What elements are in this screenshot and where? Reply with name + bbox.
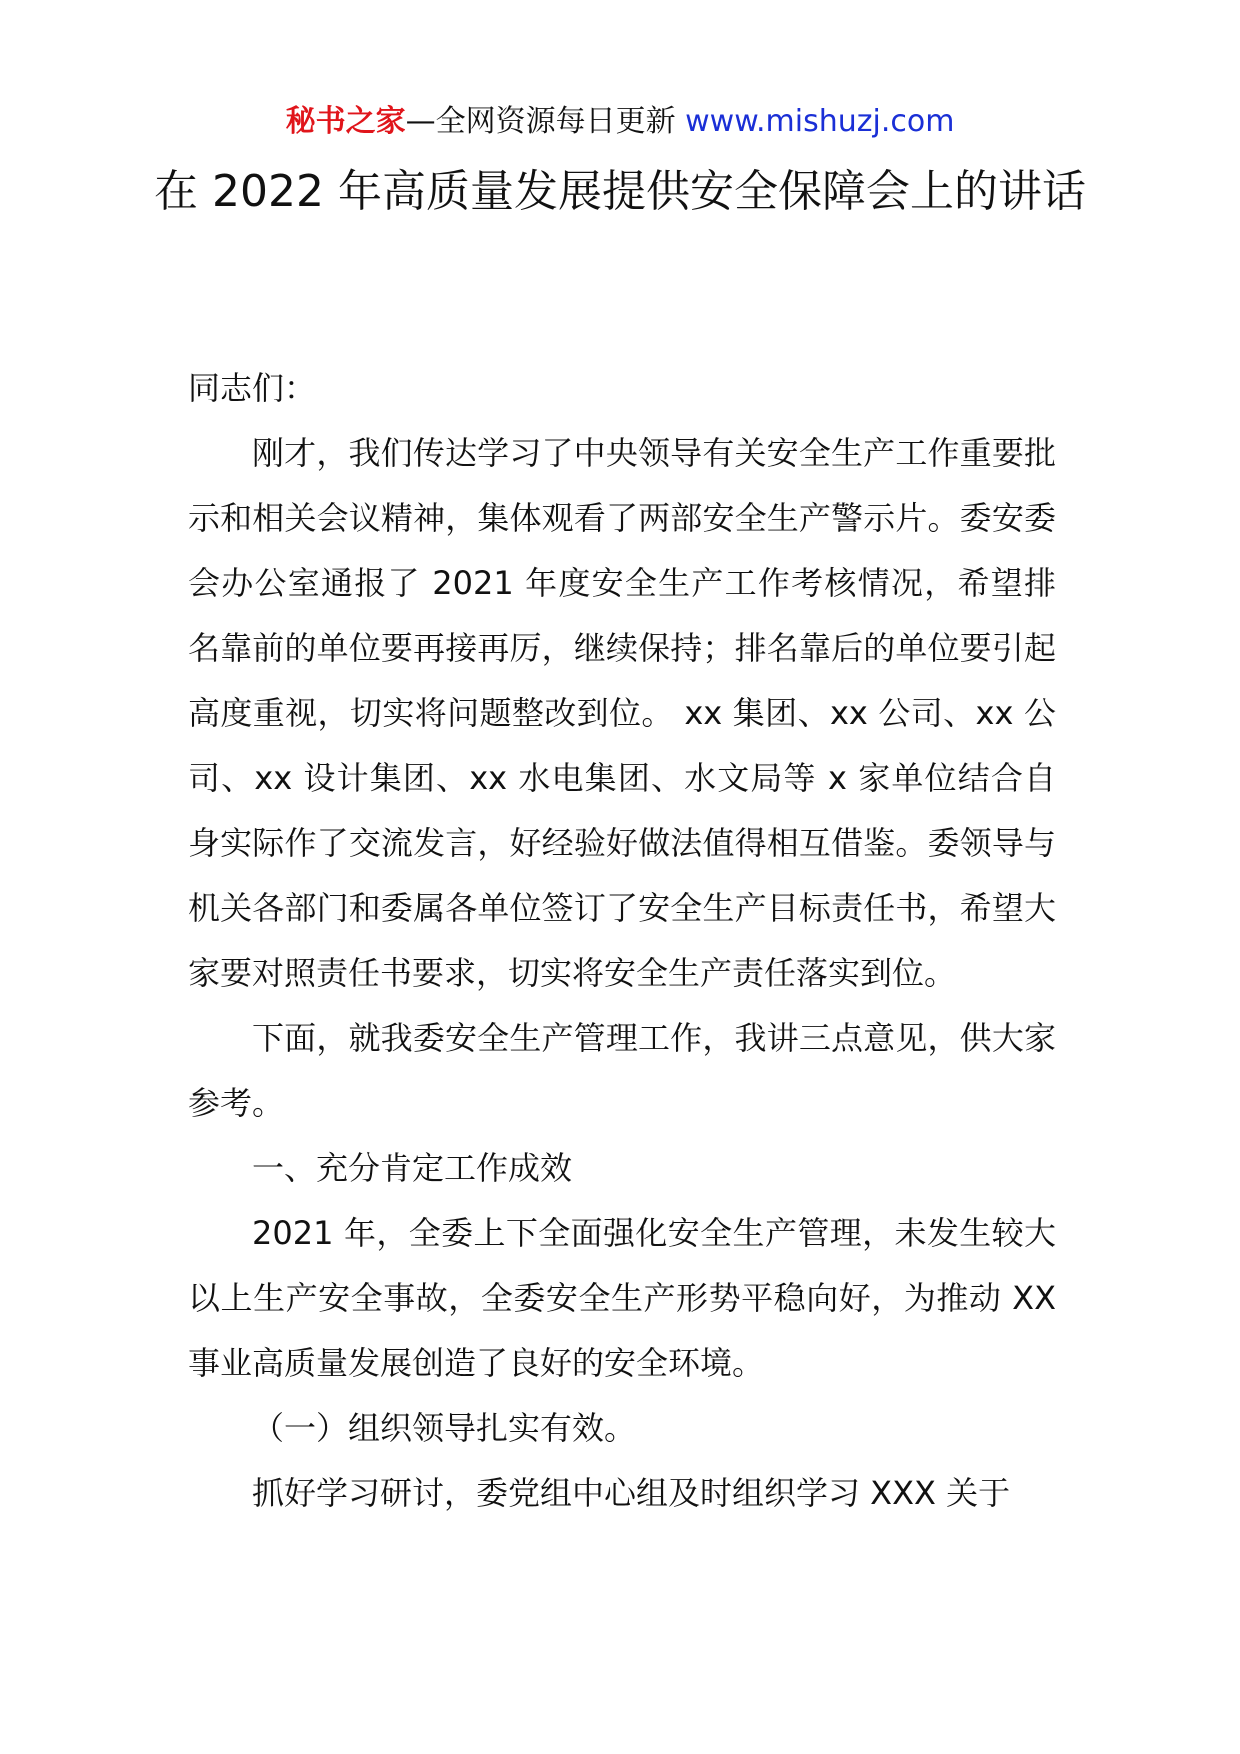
document-title: 在 2022 年高质量发展提供安全保障会上的讲话 [154,166,1086,217]
document-body [188,356,1056,1526]
paragraph: 下面，就我委安全生产管理工作，我讲三点意见，供大家参考。 [188,1019,1056,1122]
paragraph: 抓好学习研讨，委党组中心组及时组织学习 XXX 关于 [252,1474,1011,1512]
site-url-link[interactable]: www.mishuzj.com [685,104,955,139]
header-tagline: —全网资源每日更新 [405,104,686,139]
brand-name: 秘书之家 [285,104,406,139]
paragraph: 刚才，我们传达学习了中央领导有关安全生产工作重要批示和相关会议精神，集体观看了两部安全生产警示片。委安委会办公室通报了 2021 年度安全生产工作考核情况，希望排名靠前的单位要再接再厉，继续保持；排名靠后的单位要引起高度重视，切实将问题整改到位。 xx 集团、xx 公司、xx 公司、xx 设计集团、xx 水电集团、水文局等 x 家单位结合自身实际作了交流发言，好经验好做法值得相互借鉴。委领导与机关各部门和委属各单位签订了安全生产目标责任书，希望大家要对照责任书要求，切实将安全生产责任落实到位。 [188,434,1056,992]
site-header [0,100,1240,144]
section-heading: 一、充分肯定工作成效 [252,1149,573,1187]
salutation: 同志们： [188,369,317,407]
paragraph: 2021 年，全委上下全面强化安全生产管理，未发生较大以上生产安全事故，全委安全生产形势平稳向好，为推动 XX 事业高质量发展创造了良好的安全环境。 [188,1214,1056,1382]
subsection-heading: （一）组织领导扎实有效。 [252,1409,637,1447]
